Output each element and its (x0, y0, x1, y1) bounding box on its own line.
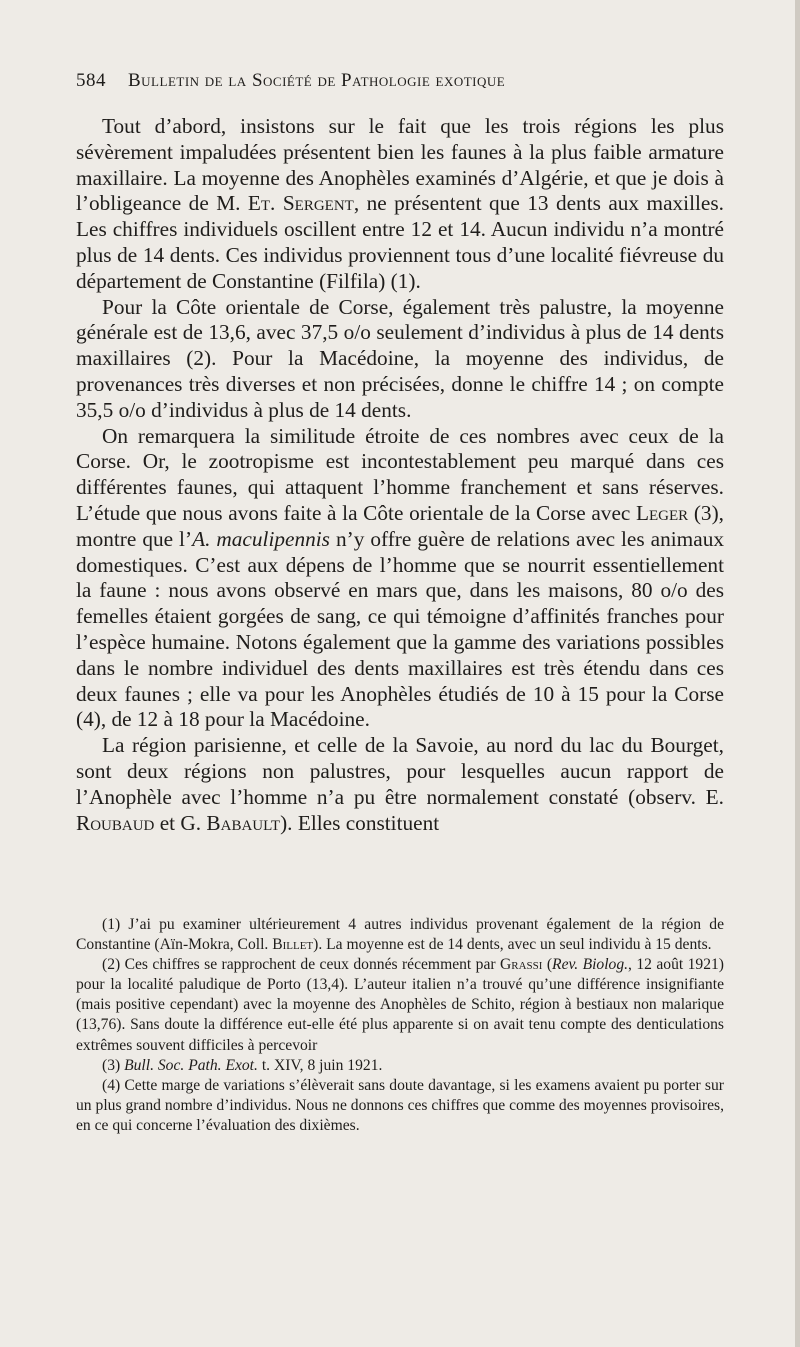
footnote-4: (4) Cette marge de variations s’élèverait sans doute davantage, si les examens avaient pu porter sur un plus grand nombre d’individus. Nous ne donnons ces chiffres que comme des moyennes provisoires, en ce qui concerne l’évaluation des dixièmes. (76, 1076, 724, 1134)
paragraph-1-text-a: Tout d’abord, insistons sur le fait que les trois régions les plus sévèrement impaludées présentent bien les faunes à la plus faible armature maxillaire. La moyenne des Anophèles examinés d’Algérie, et que je dois à l’obligeance de M. (76, 114, 724, 216)
footnote-2 (76, 955, 724, 1055)
footnote-1 (76, 915, 724, 955)
paragraph-4-text-a: La région parisienne, et celle de la Savoie, au nord du lac du Bourget, sont deux régions non palustres, pour lesquelles aucun rapport de l’Anophèle avec l’homme n’a pu être normalement constaté (observ. E. (76, 733, 724, 809)
species-name: A. maculipennis (192, 526, 330, 551)
author-name-roubaud: Roubaud (76, 810, 155, 835)
page-edge (795, 0, 800, 1347)
journal-ref-rev-biolog: Rev. Biolog. (552, 956, 629, 974)
paragraph-4-text-c: ). Elles constituent (280, 810, 440, 835)
paragraph-2: Pour la Côte orientale de Corse, également très palustre, la moyenne générale est de 13,6, avec 37,5 o/o seulement d’individus à plus de 14 dents maxillaires (2). Pour la Macédoine, la moyenne des individus, de provenances très diverses et non précisées, donne le chiffre 14 ; on compte 35,5 o/o d’individus à plus de 14 dents. (76, 294, 724, 422)
author-name-babault: Babault (206, 810, 281, 835)
footnote-1-text-a: (1) J’ai pu examiner ultérieurement 4 autres individus provenant également de la région de Constantine (Aïn-Mokra, Coll. (76, 916, 724, 954)
author-name-sergent: Et. Sergent (247, 191, 354, 216)
footnote-3-text-b: t. XIV, 8 juin 1921. (257, 1056, 383, 1074)
paragraph-1-text-b: , ne présentent que 13 dents aux maxilles. Les chiffres individuels oscillent entre 12 et 14. Aucun individu n’a montré plus de 14 dents. Ces individus proviennent tous d’une localité fiévreuse du département de Constantine (Filfila) (1). (76, 191, 724, 293)
author-name-grassi: Grassi (499, 956, 543, 974)
paragraph-3 (76, 424, 724, 734)
running-head (76, 70, 726, 92)
footnotes (76, 915, 724, 1136)
paragraph-3-text-a: On remarquera la similitude étroite de ces nombres avec ceux de la Corse. Or, le zootropisme est incontestablement peu marqué dans ces différentes faunes, qui attaquent l’homme franchement et sans réserves. L’étude que nous avons faite à la Côte orientale de la Corse avec (76, 423, 724, 525)
author-name-billet: Billet (272, 936, 314, 954)
footnote-2-text-c: , 12 août 1921) pour la localité paludique de Porto (13,4). L’auteur italien n’a trouvé qu’une différence insignifiante (mais positive cependant) avec la moyenne des Anophèles de Schito, région à bestiaux non malarique (13,76). Sans doute la différence eut-elle été plus apparente si on avait tenu compte des denticulations extrêmes souvent difficiles à percevoir (76, 956, 724, 1054)
footnote-3-text-a: (3) (102, 1056, 125, 1074)
page-number: 584 (76, 70, 106, 91)
paragraph-4-text-b: et G. (154, 810, 207, 835)
paragraph-3-text-c: n’y offre guère de relations avec les animaux domestiques. C’est aux dépens de l’homme que se nourrit essentiellement la faune : nous avons observé en mars que, dans les maisons, 80 o/o des femelles étaient gorgées de sang, ce qui témoigne d’affinités franches pour l’espèce humaine. Notons également que la gamme des variations possibles dans le nombre individuel des dents maxillaires est très étendu dans ces deux faunes ; elle va pour les Anophèles étudiés de 10 à 15 pour la Corse (4), de 12 à 18 pour la Macédoine. (76, 526, 724, 732)
author-name-leger: Leger (636, 500, 689, 525)
journal-title: Bulletin de la Société de Pathologie exotique (128, 70, 506, 91)
paragraph-3-text-b: (3), montre que l’ (76, 500, 725, 551)
footnote-1-text-b: ). La moyenne est de 14 dents, avec un seul individu à 15 dents. (313, 936, 712, 954)
paragraph-4 (76, 733, 724, 836)
body-text (76, 114, 724, 836)
paragraph-1 (76, 114, 724, 295)
footnote-2-text-b: ( (542, 956, 553, 974)
footnote-3 (76, 1056, 724, 1076)
footnote-2-text-a: (2) Ces chiffres se rapprochent de ceux donnés récemment par (102, 956, 500, 974)
journal-ref-bull-soc: Bull. Soc. Path. Exot. (124, 1056, 258, 1074)
